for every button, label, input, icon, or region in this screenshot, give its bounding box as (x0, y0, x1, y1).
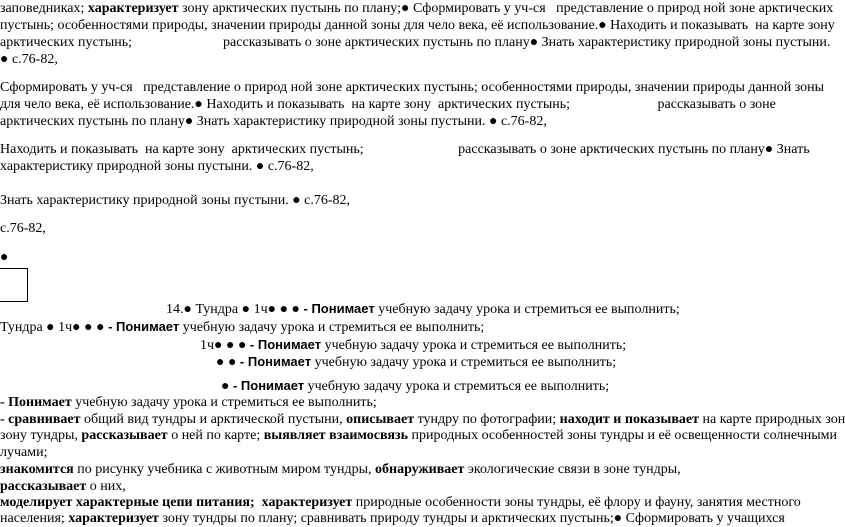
text-run: 14.● Тундра ● 1ч● ● ● (166, 302, 304, 317)
text-run: для чело века, её использование.● Находить и показывать на карте зону арктических пустынь; рассказывать о зоне (0, 97, 776, 112)
text-line (221, 377, 609, 395)
text-run: зону арктических пустынь по плану;● Сформировать у уч-ся представление о природ ной зоне арктических (178, 1, 834, 16)
bold-term: - Понимает (249, 337, 322, 352)
text-line (0, 113, 547, 130)
bold-term: - Понимает (303, 301, 375, 316)
text-run: учебную задачу урока и стремиться ее выполнить; (304, 379, 610, 394)
text-line (0, 427, 837, 444)
text-run: о них, (86, 479, 126, 494)
text-run: ● (221, 379, 233, 394)
text-run: зону тундры по плану; сравнивать природу тундры и арктических пустынь;● Сформировать у учащихся (158, 511, 785, 526)
bold-term: моделирует характерные цепи питания; (0, 495, 255, 510)
text-run: учебную задачу урока и стремиться ее выполнить; (179, 320, 485, 335)
text-line (0, 478, 126, 495)
bold-term: - сравнивает (0, 412, 81, 427)
bold-term: обнаруживает (375, 462, 465, 477)
text-run: природные особенности зоны тундры, её флору и фауну, занятия местного (352, 495, 801, 510)
bold-term: выявляет взаимосвязь (263, 428, 408, 443)
text-run: арктических пустынь по плану● Знать характеристику природной зоны пустыни. ● с.76-82, (0, 114, 547, 129)
text-run: Знать характеристику природной зоны пустыни. ● с.76-82, (0, 193, 351, 208)
text-line (0, 494, 801, 511)
text-line (0, 394, 377, 411)
text-line (0, 141, 810, 158)
text-line (0, 96, 776, 113)
bold-term: - Понимает (232, 378, 305, 393)
bold-term: знакомится (0, 462, 74, 477)
text-run: населения; (0, 511, 69, 526)
text-run: учебную задачу урока и стремиться ее выполнить; (71, 395, 377, 410)
text-line (0, 0, 833, 17)
text-line (0, 79, 824, 96)
text-run: на карте природных зон (699, 412, 845, 427)
bold-term: характеризует (87, 1, 179, 16)
text-line (0, 411, 845, 428)
bold-term: характеризует (261, 495, 353, 510)
text-run: заповедниках; (0, 1, 88, 16)
bold-term: - Понимает (0, 395, 72, 410)
empty-frame (0, 268, 28, 302)
text-run: учебную задачу урока и стремиться ее выполнить; (321, 338, 627, 353)
text-run: с.76-82, (0, 221, 46, 236)
text-run: зону тундры, (0, 428, 82, 443)
bold-term: - Понимает (108, 319, 180, 334)
text-line (0, 444, 47, 461)
text-run: пустынь; особенностями природы, значении природы данной зоны для чело века, её использование.● Находить и показывать на карте зону (0, 18, 835, 33)
text-run: экологические связи в зоне тундры, (464, 462, 681, 477)
bold-term: рассказывает (0, 479, 87, 494)
text-line (0, 17, 835, 34)
text-run: арктических пустынь; рассказывать о зоне арктических пустынь по плану● Знать характеристику природной зоны пустыни. (0, 35, 831, 50)
text-line (0, 220, 46, 237)
text-line (166, 300, 680, 318)
text-run: Сформировать у уч-ся представление о природ ной зоне арктических пустынь; особенностями природы, значении природы данной зоны (0, 80, 825, 95)
text-run (255, 495, 262, 510)
text-line (216, 353, 616, 371)
text-run: 1ч● ● ● (200, 338, 250, 353)
text-line (200, 336, 626, 354)
text-run: по рисунку учебника с животным миром тундры, (73, 462, 376, 477)
text-line (0, 34, 830, 51)
text-run: природных особенностей зоны тундры и её освещенности солнечными (407, 428, 838, 443)
text-line (0, 510, 785, 527)
text-line (0, 461, 681, 478)
text-run: Тундра ● 1ч● ● ● (0, 320, 109, 335)
text-run: ● с.76-82, (0, 52, 58, 67)
text-run: характеристику природной зоны пустыни. ● с.76-82, (0, 159, 314, 174)
text-run: о ней по карте; (167, 428, 264, 443)
bold-term: - Понимает (239, 354, 312, 369)
text-run: ● ● (216, 355, 240, 370)
text-run: учебную задачу урока и стремиться ее выполнить; (311, 355, 617, 370)
text-line (0, 192, 350, 209)
text-run: учебную задачу урока и стремиться ее выполнить; (374, 302, 680, 317)
text-run: ● (0, 250, 9, 265)
text-line (0, 249, 8, 266)
bold-term: описывает (346, 412, 415, 427)
text-line (0, 318, 484, 336)
text-line (0, 158, 314, 175)
text-run: лучами; (0, 445, 48, 460)
bold-term: характеризует (68, 511, 159, 526)
bold-term: находит и показывает (559, 412, 700, 427)
text-run: тундру по фотографии; (414, 412, 560, 427)
bold-term: рассказывает (81, 428, 168, 443)
text-run: Находить и показывать на карте зону арктических пустынь; рассказывать о зоне арктических пустынь по плану● Знать (0, 142, 810, 157)
text-line (0, 51, 58, 68)
text-run: общий вид тундры и арктической пустыни, (80, 412, 347, 427)
